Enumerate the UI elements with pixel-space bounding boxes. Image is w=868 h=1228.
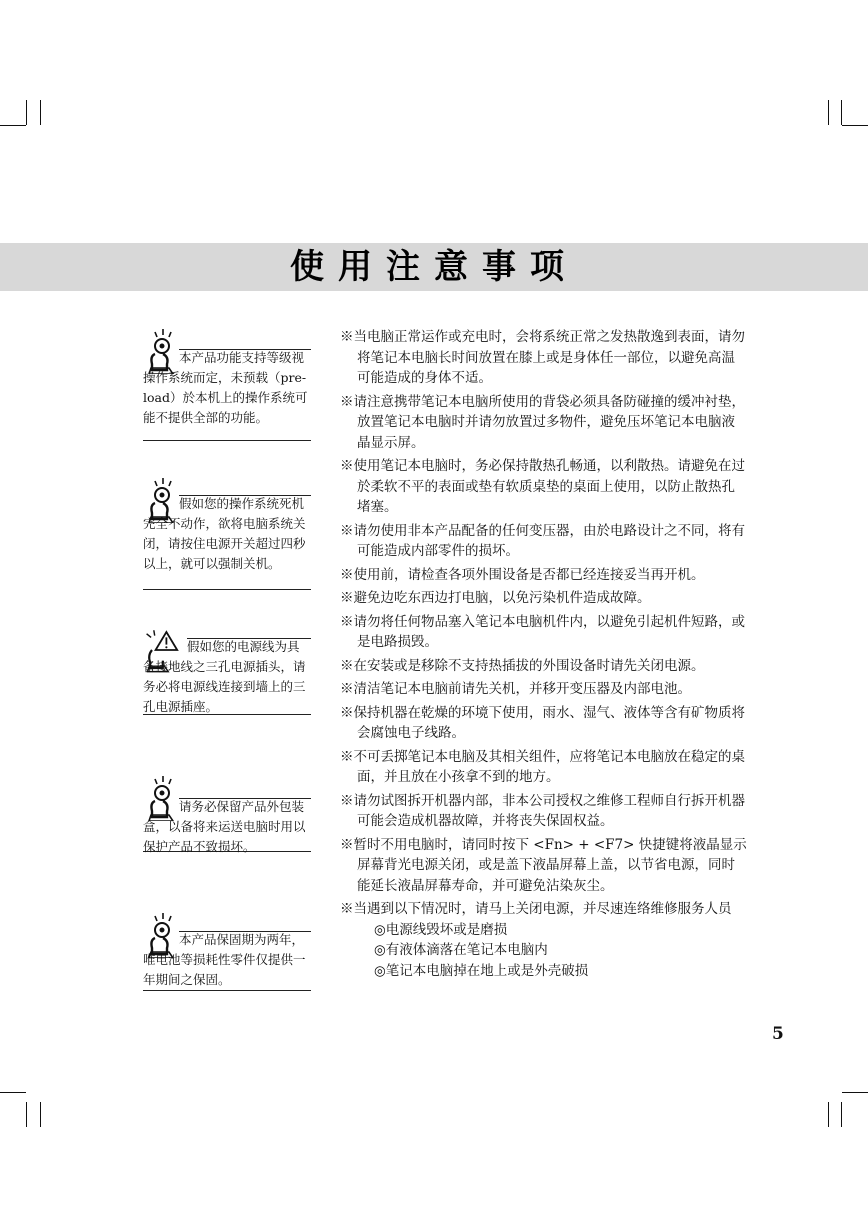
side-note: 本产品保固期为两年，唯电池等损耗性零件仅提供一年期间之保固。 xyxy=(143,910,311,991)
side-note: 请务必保留产品外包装盒，以备将来运送电脑时用以保护产品不致损坏。 xyxy=(143,773,311,852)
list-item: ※当电脑正常运作或充电时，会将系统正常之发热散逸到表面，请勿将笔记本电脑长时间放置在膝上或是身体任一部位，以避免高温可能造成的身体不适。 xyxy=(340,329,745,386)
service-condition: ◎笔记本电脑掉在地上或是外壳破损 xyxy=(374,962,589,979)
list-item: ※不可丢掷笔记本电脑及其相关组件，应将笔记本电脑放在稳定的桌面，并且放在小孩拿不到的地方。 xyxy=(340,748,745,785)
list-item: ※避免边吃东西边打电脑，以免污染机件造成故障。 xyxy=(340,590,651,606)
list-item: ※在安装或是移除不支持热插拔的外围设备时请先关闭电源。 xyxy=(340,657,705,674)
page-title: 使用注意事项 xyxy=(290,247,578,287)
side-note: 假如您的电源线为具备接地线之三孔电源插头，请务必将电源线连接到墙上的三孔电源插座。 xyxy=(143,626,311,715)
service-condition: ◎有液体滴落在笔记本电脑内 xyxy=(374,942,548,958)
list-item: ※使用前，请检查各项外围设备是否都已经连接妥当再开机。 xyxy=(340,566,705,583)
list-item xyxy=(340,899,748,981)
list-item: ※请勿将任何物品塞入笔记本电脑机件内，以避免引起机件短路，或是电路损毁。 xyxy=(340,613,745,650)
list-item: ※使用笔记本电脑时，务必保持散热孔畅通，以利散热。请避免在过於柔软不平的表面或垫有软质桌垫的桌面上使用，以防止散热孔堵塞。 xyxy=(340,458,745,515)
list-item: ※保持机器在乾燥的环境下使用，雨水、湿气、液体等含有矿物质将会腐蚀电子线路。 xyxy=(340,704,745,741)
list-item: ※清洁笔记本电脑前请先关机，并移开变压器及内部电池。 xyxy=(340,681,691,697)
page-number: 5 xyxy=(772,1024,784,1044)
side-note: 本产品功能支持等级视操作系统而定，未预载（pre-load）於本机上的操作系统可能不提供全部的功能。 xyxy=(143,326,311,441)
list-item-text: ※当遇到以下情况时，请马上关闭电源，并尽速连络维修服务人员 xyxy=(340,901,732,917)
side-note: 假如您的操作系统死机完全不动作，欲将电脑系统关闭，请按住电源开关超过四秒以上，就可以强制关机。 xyxy=(143,475,311,590)
precautions-list xyxy=(340,327,748,981)
service-condition: ◎电源线毁坏或是磨损 xyxy=(374,921,508,938)
list-item: ※请勿使用非本产品配备的任何变压器，由於电路设计之不同，将有可能造成内部零件的损坏。 xyxy=(340,522,745,559)
list-item: ※请勿试图拆开机器内部，非本公司授权之维修工程师自行拆开机器可能会造成机器故障，并将丧失保固权益。 xyxy=(340,792,745,829)
list-item: ※暂时不用电脑时，请同时按下 <Fn> + <F7> 快捷键将液晶显示屏幕背光电源关闭，或是盖下液晶屏幕上盖，以节省电源，同时能延长液晶屏幕寿命，并可避免沾染灰尘。 xyxy=(340,836,747,894)
list-item: ※请注意携带笔记本电脑所使用的背袋必须具备防碰撞的缓冲衬垫，放置笔记本电脑时并请勿放置过多物件，避免压坏笔记本电脑液晶显示屏。 xyxy=(340,393,745,451)
